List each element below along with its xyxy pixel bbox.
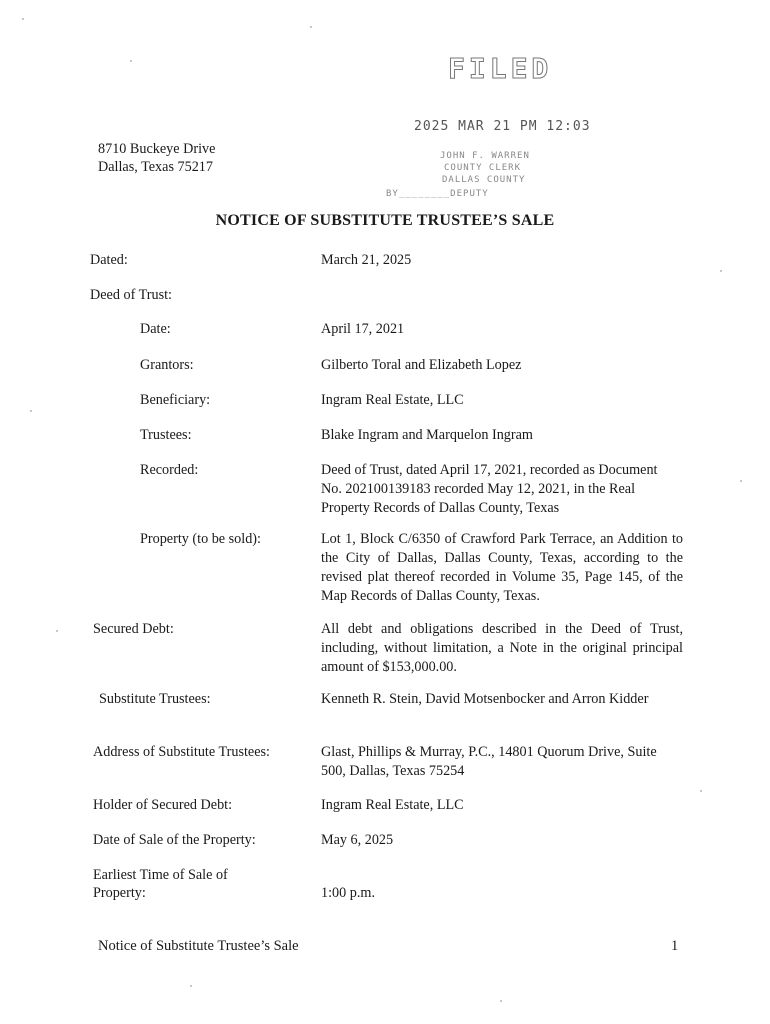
scan-speck: [56, 630, 58, 632]
earliest-time-value: 1:00 p.m.: [321, 885, 375, 901]
earliest-time-label-line-1: Earliest Time of Sale of: [93, 867, 228, 883]
dated-label: Dated:: [90, 252, 128, 268]
scan-speck: [740, 480, 742, 482]
stamp-filed-text: FILED: [448, 52, 553, 85]
scan-speck: [190, 985, 192, 987]
stamp-date-time: 2025 MAR 21 PM 12:03: [414, 119, 591, 134]
deed-date-label: Date:: [140, 321, 171, 337]
date-of-sale-value: May 6, 2025: [321, 832, 394, 848]
filed-stamp: [386, 52, 600, 205]
stamp-line-1: JOHN F. WARREN: [440, 151, 530, 161]
date-of-sale-label: Date of Sale of the Property:: [93, 832, 256, 848]
secured-debt-label: Secured Debt:: [93, 621, 174, 637]
deed-date-value: April 17, 2021: [321, 321, 405, 337]
scan-speck: [30, 410, 32, 412]
address-of-substitute-trustees-label: Address of Substitute Trustees:: [93, 744, 270, 760]
recorded-value: Deed of Trust, dated April 17, 2021, recorded as Document No. 202100139183 recorded May 12, 2021, in the Real Property Records of Dallas County, Texas: [321, 462, 658, 516]
address-line-2: Dallas, Texas 75217: [98, 159, 213, 175]
scan-speck: [130, 60, 132, 62]
page-number: 1: [671, 938, 679, 954]
footer-title: Notice of Substitute Trustee’s Sale: [98, 938, 299, 954]
property-value: Lot 1, Block C/6350 of Crawford Park Terrace, an Addition to the City of Dallas, Dallas County, Texas, according to the revised plat thereof recorded in Volume 35, Page 145, of the Map Records of Dallas County, Texas.: [321, 531, 683, 604]
beneficiary-label: Beneficiary:: [140, 392, 211, 408]
grantors-label: Grantors:: [140, 357, 194, 373]
trustees-value: Blake Ingram and Marquelon Ingram: [321, 427, 533, 443]
scan-speck: [310, 26, 312, 28]
scan-speck: [720, 270, 722, 272]
address-of-substitute-trustees-value: Glast, Phillips & Murray, P.C., 14801 Quorum Drive, Suite 500, Dallas, Texas 75254: [321, 744, 657, 779]
trustees-label: Trustees:: [140, 427, 192, 443]
deed-of-trust-label: Deed of Trust:: [90, 287, 172, 303]
scan-speck: [500, 1000, 502, 1002]
scan-speck: [22, 18, 24, 20]
address-line-1: 8710 Buckeye Drive: [98, 141, 216, 157]
substitute-trustees-label: Substitute Trustees:: [99, 691, 211, 707]
substitute-trustees-value: Kenneth R. Stein, David Motsenbocker and Arron Kidder: [321, 691, 649, 707]
secured-debt-value: All debt and obligations described in the Deed of Trust, including, without limitation, a Note in the original principal amount of $153,000.00.: [321, 621, 683, 675]
stamp-line-2: COUNTY CLERK: [444, 163, 522, 173]
earliest-time-label-line-2: Property:: [93, 885, 146, 901]
property-label: Property (to be sold):: [140, 531, 261, 547]
scan-speck: [700, 790, 702, 792]
dated-value: March 21, 2025: [321, 252, 412, 268]
stamp-line-4: BY________DEPUTY: [386, 189, 489, 199]
holder-of-secured-debt-value: Ingram Real Estate, LLC: [321, 797, 464, 813]
page-title: NOTICE OF SUBSTITUTE TRUSTEE’S SALE: [215, 212, 555, 229]
grantors-value: Gilberto Toral and Elizabeth Lopez: [321, 357, 522, 373]
beneficiary-value: Ingram Real Estate, LLC: [321, 392, 464, 408]
recorded-label: Recorded:: [140, 462, 199, 478]
holder-of-secured-debt-label: Holder of Secured Debt:: [93, 797, 233, 813]
stamp-line-3: DALLAS COUNTY: [442, 175, 526, 185]
